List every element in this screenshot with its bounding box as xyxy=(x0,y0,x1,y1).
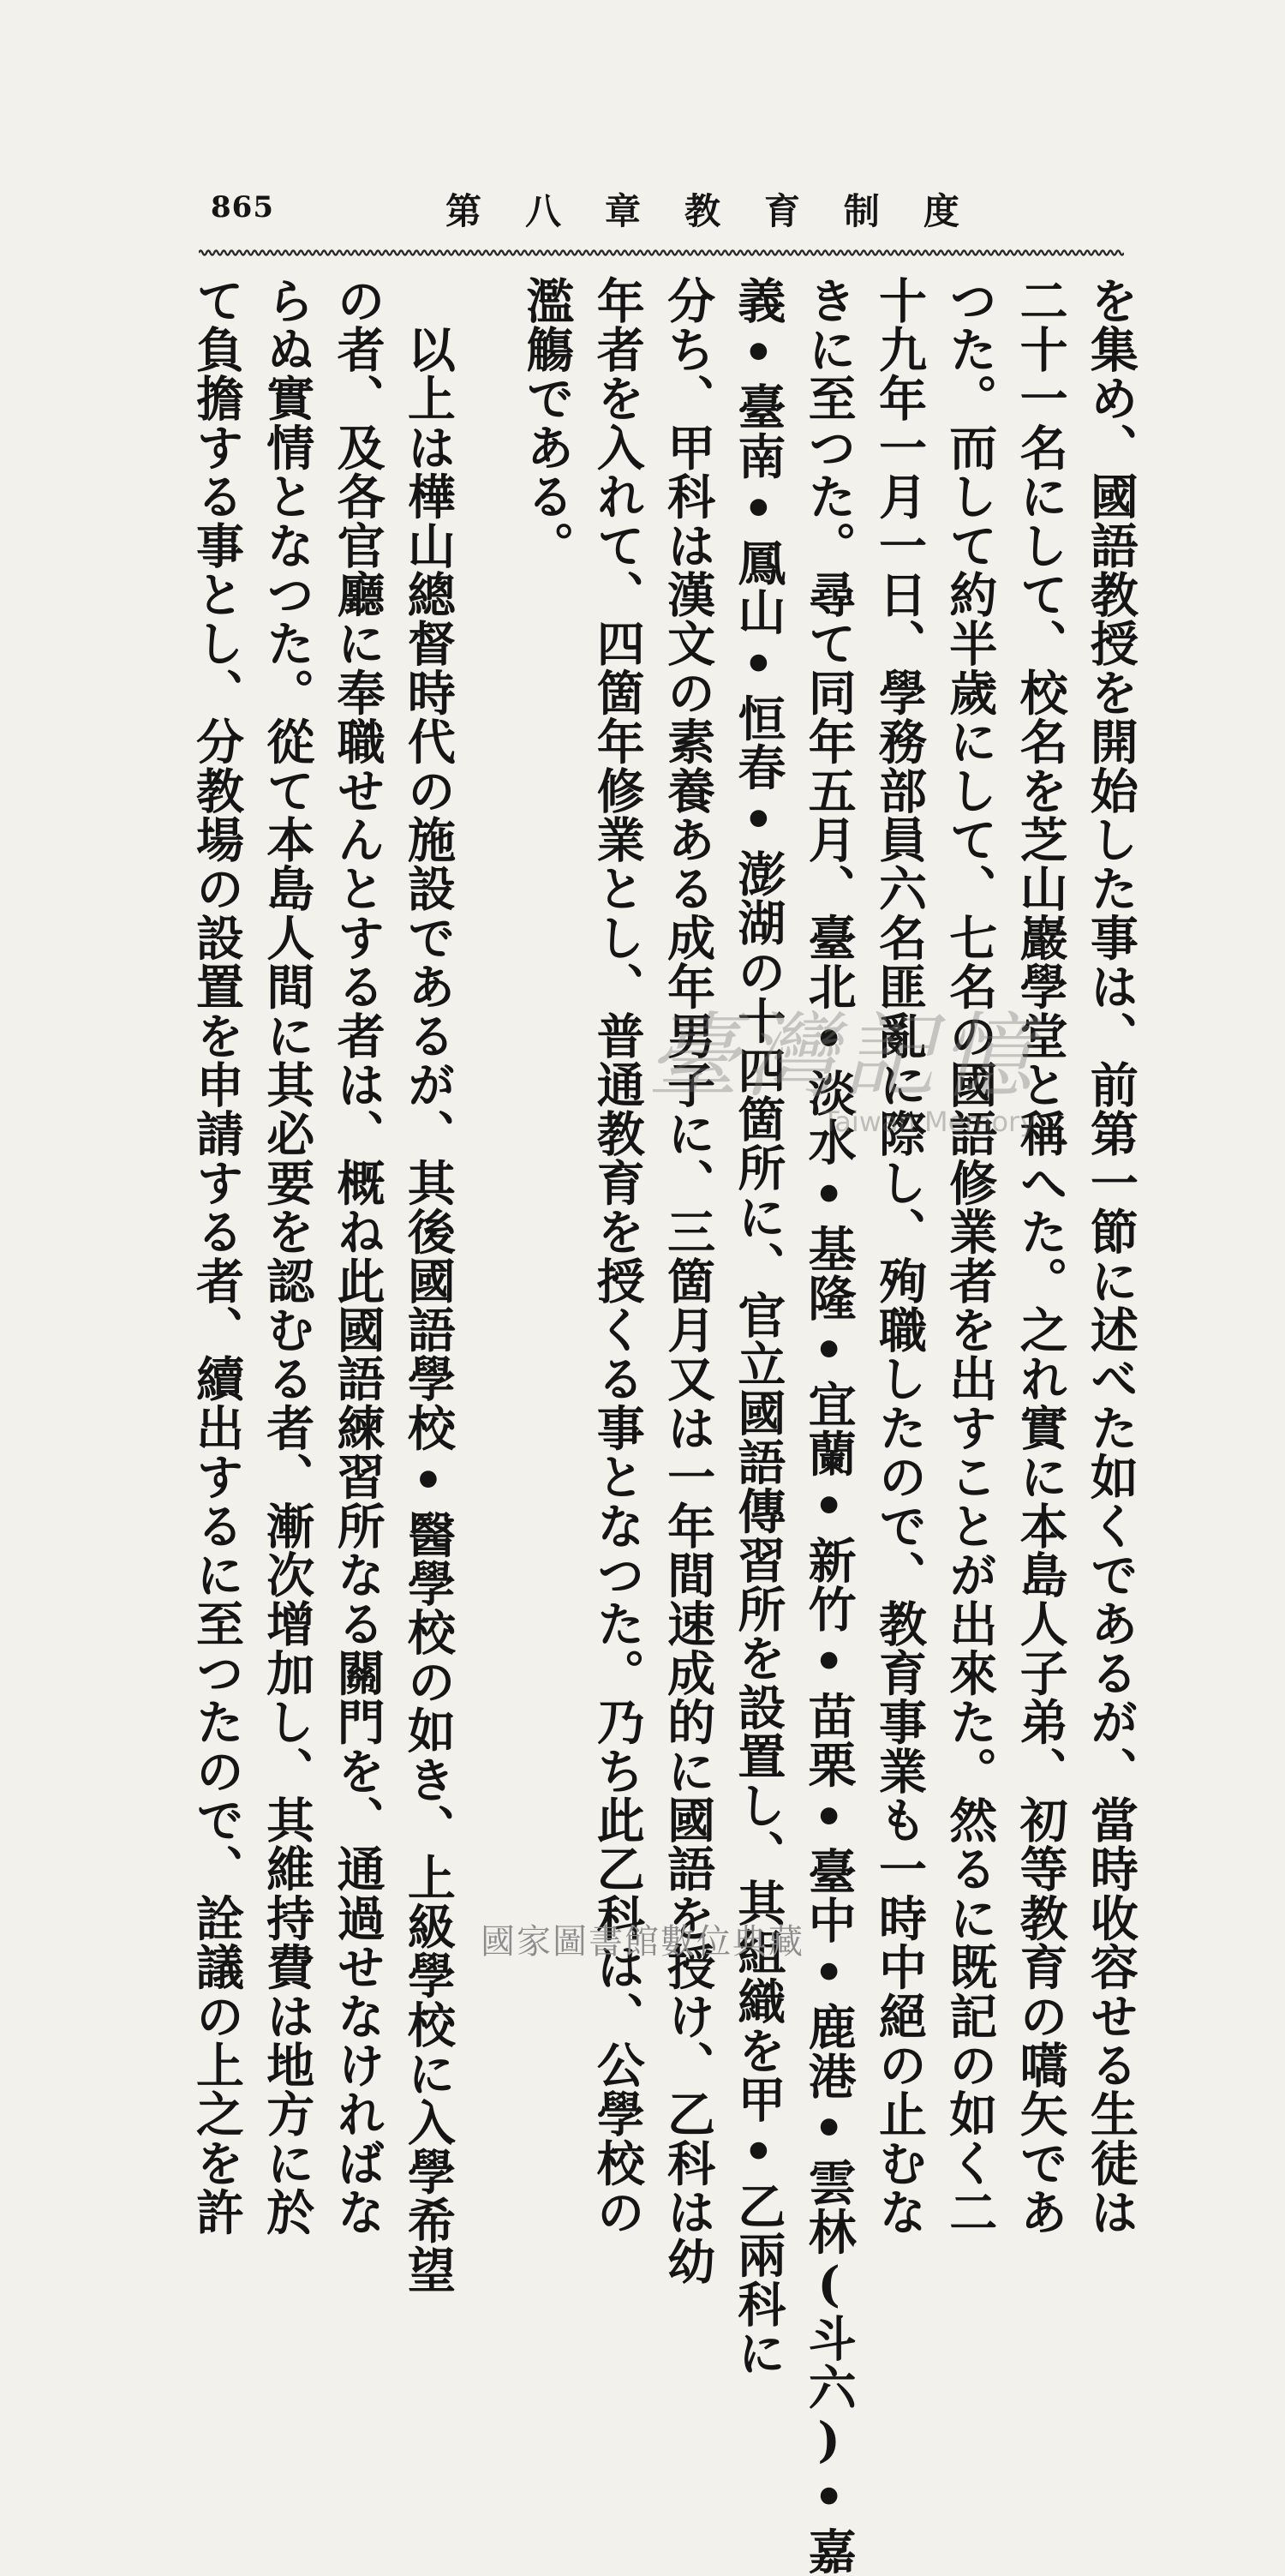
running-head-char: 度 xyxy=(923,190,959,232)
watermark-subtitle: Taiwan Memory xyxy=(822,1105,1037,1138)
running-head-char: 第 xyxy=(445,190,482,232)
running-head-char: 章 xyxy=(604,190,641,232)
header-wavy-rule xyxy=(199,247,1124,259)
text-column-8: 年者を入れて、四箇年修業とし、普通教育を授くる事となつた。乃ち此乙科は、公學校の xyxy=(589,276,646,2237)
text-column-1: を集め、國語教授を開始した事は、前第一節に述べた如くであるが、當時收容せる生徒は xyxy=(1082,276,1139,2237)
source-footer: 國家圖書館數位典藏 xyxy=(481,1922,804,1962)
text-column-6: 義•臺南•鳳山•恒春•澎湖の十四箇所に、官立國語傳習所を設置し、其組織を甲•乙兩科に xyxy=(730,276,787,2378)
text-column-2: 二十一名にして、校名を芝山巖學堂と稱へた。之れ實に本島人子弟、初等教育の嚆矢であ xyxy=(1012,276,1069,2237)
running-head-char: 制 xyxy=(843,190,880,232)
text-column-3: つた。而して約半歲にして、七名の國語修業者を出すことが出來た。然るに既記の如く二 xyxy=(941,276,999,2237)
paragraph-gap xyxy=(470,276,505,1750)
text-column-13: て負擔する事とし、分教場の設置を申請する者、續出するに至つたので、詮議の上之を許 xyxy=(188,276,245,2237)
text-column-5: きに至つた。尋て同年五月、臺北•淡水•基隆•宜蘭•新竹•苗栗•臺中•鹿港•雲林(斗六)•嘉 xyxy=(800,276,858,2576)
running-head-char: 育 xyxy=(763,190,800,232)
text-column-12: らぬ實情となつた。從て本島人間に其必要を認むる者、漸次增加し、其維持費は地方に於 xyxy=(259,276,316,2237)
text-column-9: 濫觴である。 xyxy=(518,276,576,571)
watermark-title: 臺灣記憶 xyxy=(647,1003,1038,1111)
running-head xyxy=(445,183,959,235)
page-number: 865 xyxy=(211,190,274,225)
running-head-char: 教 xyxy=(684,190,720,232)
running-head-char: 八 xyxy=(524,190,561,232)
text-column-11: の者、及各官廳に奉職せんとする者は、概ね此國語練習所なる關門を、通過せなければな xyxy=(329,276,386,2237)
text-column-4: 十九年一月一日、學務部員六名匪亂に際し、殉職したので、教育事業も一時中絕の止むな xyxy=(870,276,928,2237)
text-column-7: 分ち、甲科は漢文の素養ある成年男子に、三箇月又は一年間速成的に國語を授け、乙科は幼 xyxy=(660,276,717,2286)
text-column-10: 以上は樺山總督時代の施設であるが、其後國語學校•醫學校の如き、上級學校に入學希望 xyxy=(399,276,457,2295)
